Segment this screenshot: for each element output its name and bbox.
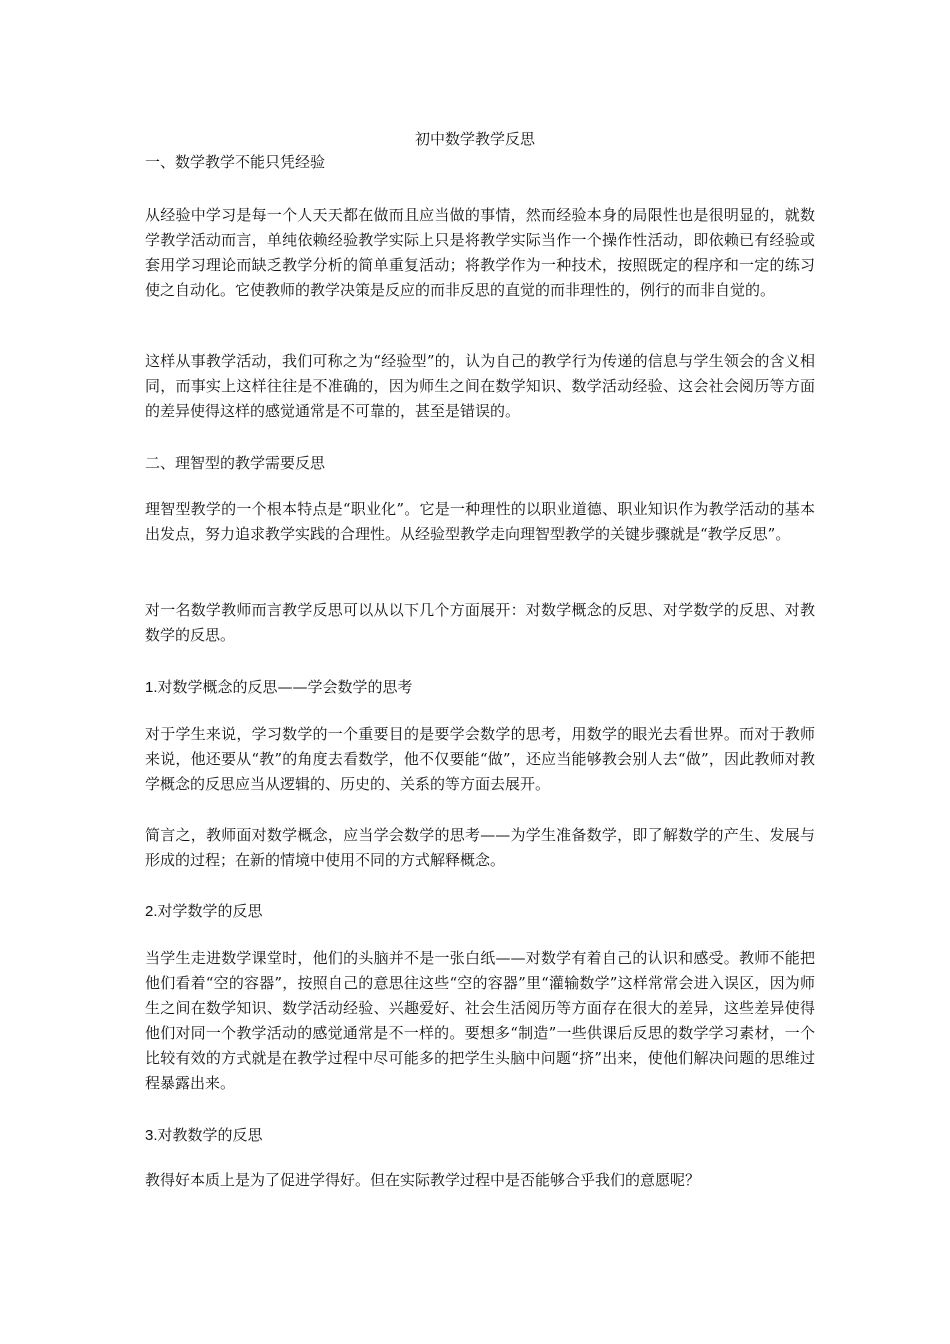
section-heading-1: 一、数学教学不能只凭经验	[145, 153, 326, 171]
subsection-title: 对数学概念的反思——学会数学的思考	[157, 678, 413, 696]
paragraph-4: 对一名数学教师而言教学反思可以从以下几个方面展开：对数学概念的反思、对学数学的反思、对教数学的反思。	[145, 601, 815, 644]
paragraph-1: 从经验中学习是每一个人天天都在做而且应当做的事情，然而经验本身的局限性也是很明显的，就数学教学活动而言，单纯依赖经验教学实际上只是将教学实际当作一个操作性活动，即依赖已有经验或套用学习理论而缺乏教学分析的简单重复活动；将教学作为一种技术，按照既定的程序和一定的练习使之自动化。它使教师的教学决策是反应的而非反思的直觉的而非理性的，例行的而非自觉的。	[145, 206, 815, 299]
subsection-title: 对学数学的反思	[157, 902, 263, 920]
paragraph-2: 这样从事教学活动，我们可称之为“经验型”的，认为自己的教学行为传递的信息与学生领会的含义相同，而事实上这样往往是不准确的，因为师生之间在数学知识、数学活动经验、这会社会阅历等方面的差异使得这样的感觉通常是不可靠的，甚至是错误的。	[145, 352, 815, 420]
document-title: 初中数学教学反思	[414, 130, 535, 148]
subsection-title: 对教数学的反思	[157, 1126, 263, 1144]
paragraph-5: 对于学生来说，学习数学的一个重要目的是要学会数学的思考，用数学的眼光去看世界。而对于教师来说，他还要从“教”的角度去看数学，他不仅要能“做”，还应当能够教会别人去“做”，因此教师对教学概念的反思应当从逻辑的、历史的、关系的等方面去展开。	[145, 725, 815, 793]
paragraph-6: 简言之，教师面对数学概念，应当学会数学的思考——为学生准备数学，即了解数学的产生、发展与形成的过程；在新的情境中使用不同的方式解释概念。	[145, 826, 815, 869]
subsection-number: 1.	[145, 679, 158, 696]
subsection-heading-1	[145, 676, 815, 699]
section-heading-2: 二、理智型的教学需要反思	[145, 454, 326, 472]
paragraph-8: 教得好本质上是为了促进学得好。但在实际教学过程中是否能够合乎我们的意愿呢？	[145, 1171, 701, 1189]
paragraph-7: 当学生走进数学课堂时，他们的头脑并不是一张白纸——对数学有着自己的认识和感受。教师不能把他们看着“空的容器”，按照自己的意思往这些“空的容器”里“灌输数学”这样常常会进入误区，因为师生之间在数学知识、数学活动经验、兴趣爱好、社会生活阅历等方面存在很大的差异，这些差异使得他们对同一个教学活动的感觉通常是不一样的。要想多“制造”一些供课后反思的数学学习素材，一个比较有效的方式就是在教学过程中尽可能多的把学生头脑中问题“挤”出来，使他们解决问题的思维过程暴露出来。	[145, 949, 815, 1092]
subsection-number: 2.	[145, 903, 158, 920]
paragraph-3: 理智型教学的一个根本特点是“职业化”。它是一种理性的以职业道德、职业知识作为教学活动的基本出发点，努力追求教学实践的合理性。从经验型教学走向理智型教学的关键步骤就是“教学反思”。	[145, 500, 815, 543]
subsection-number: 3.	[145, 1127, 158, 1144]
subsection-heading-2	[145, 900, 815, 923]
subsection-heading-3	[145, 1124, 815, 1147]
